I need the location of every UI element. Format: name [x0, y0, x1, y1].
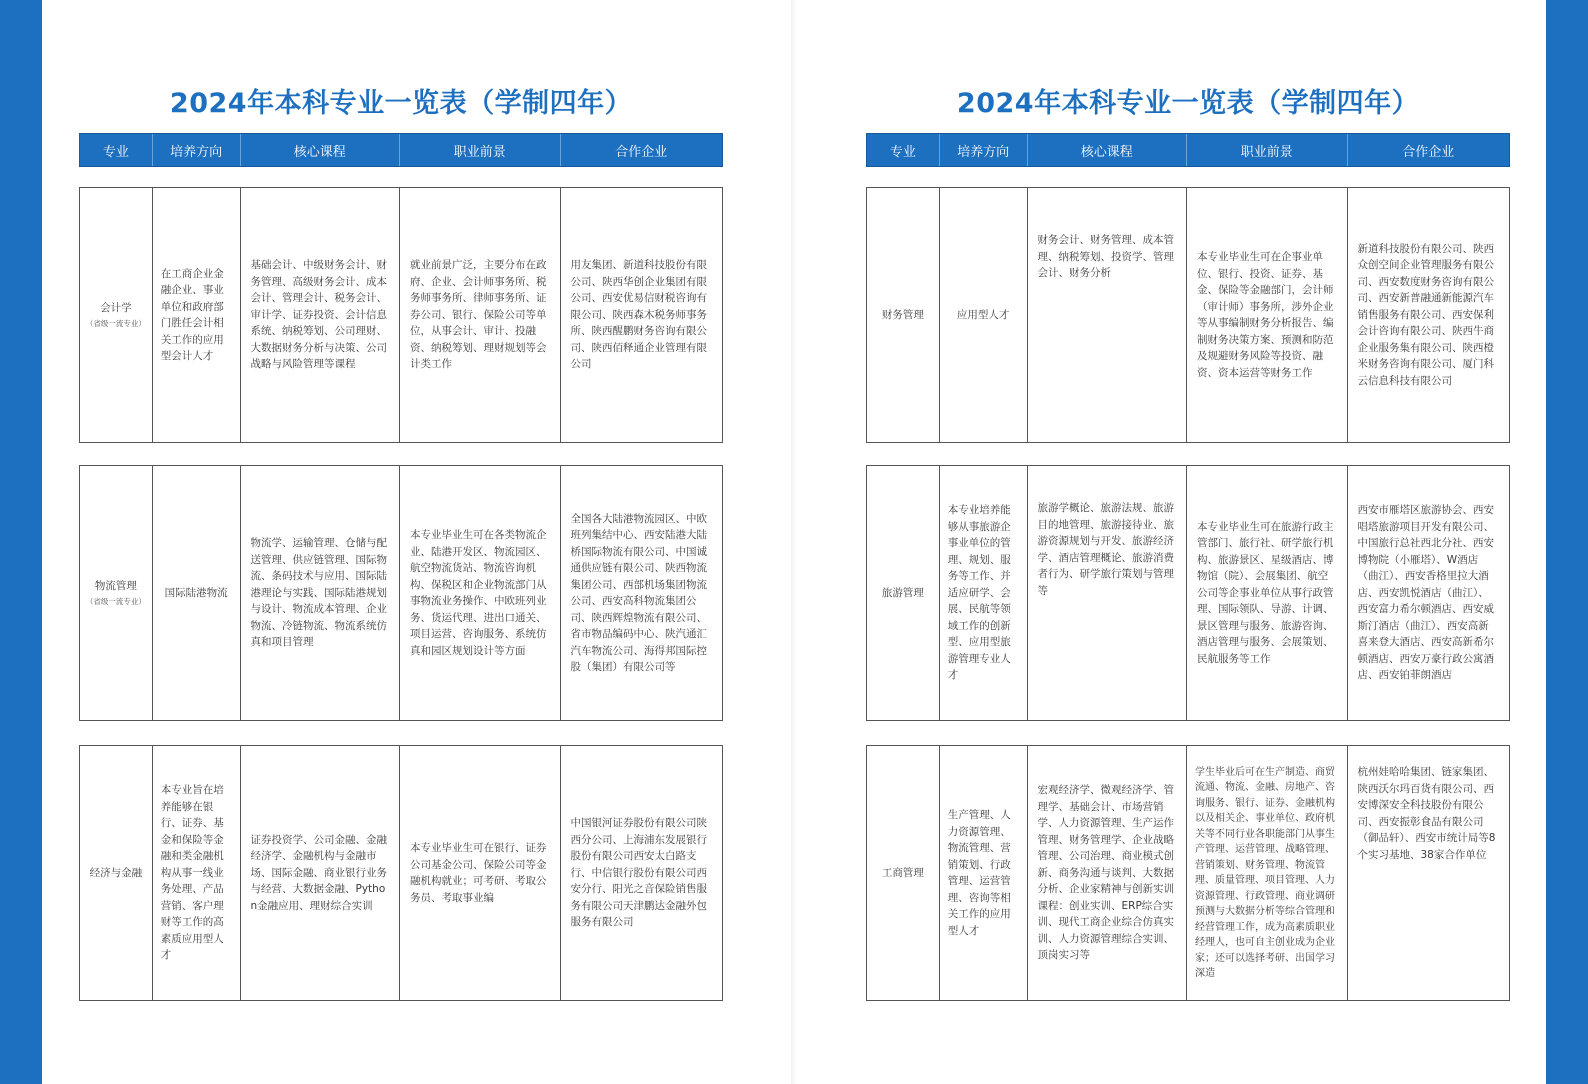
courses-cell: [1028, 466, 1188, 720]
prospects-text: 本专业毕业生可在旅游行政主管部门、旅行社、研学旅行机构、旅游景区、星级酒店、博物馆（院）、会展集团、航空公司等企事业单位从事行政管理、国际领队、导游、计调、景区管理与服务、旅游咨询、酒店管理与服务、会展策划、民航服务等工作: [1197, 520, 1334, 665]
table-row: [79, 745, 723, 1001]
courses-cell: [1028, 746, 1188, 1000]
direction-cell: [940, 466, 1028, 720]
courses-cell: [241, 188, 401, 442]
prospects-cell: [1187, 466, 1348, 720]
direction-cell: [940, 188, 1028, 442]
left-edge-bar: [0, 0, 42, 1084]
major-cell: [867, 466, 940, 720]
courses-text: 基础会计、中级财务会计、财务管理、高级财务会计、成本会计、管理会计、税务会计、审计学、证券投资、会计信息系统、纳税筹划、公司理财、大数据财务分析与决策、公司战略与风险管理等课程: [250, 259, 387, 371]
page-title: 2024年本科专业一览表（学制四年）: [169, 88, 633, 119]
prospects-text: 本专业毕业生可在各类物流企业、陆港开发区、物流园区、航空物流货站、物流咨询机构、保税区和企业物流部门从事物流业务操作、中欧班列业务、货运代理、进出口通关、项目运营、咨询服务、系统仿真和园区规划设计等方面: [410, 529, 547, 657]
header-partners: 合作企业: [1402, 144, 1455, 160]
partners-text: 全国各大陆港物流园区、中欧班列集结中心、西安陆港大陆桥国际物流有限公司、中国诚通供应链有限公司、陕西物流集团公司、西部机场集团物流公司、西安高科物流集团公司、陕西辉煌物流有限公司、省市物品编码中心、陕汽通汇汽车物流公司、海得邦国际控股（集团）有限公司等: [570, 512, 707, 673]
courses-text: 证券投资学、公司金融、金融经济学、金融机构与金融市场、国际金融、商业银行业务与经营、大数据金融、Python金融应用、理财综合实训: [250, 833, 387, 912]
major-tag: （省级一流专业）: [85, 597, 146, 607]
table-row: [866, 465, 1510, 721]
courses-cell: [1028, 188, 1188, 442]
partners-cell: [561, 466, 723, 720]
courses-text: 财务会计、财务管理、成本管理、纳税筹划、投资学、管理会计、财务分析: [1037, 234, 1174, 279]
header-prospects: 职业前景: [1187, 134, 1348, 166]
courses-text: 宏观经济学、微观经济学、管理学、基础会计、市场营销学、人力资源管理、生产运作管理、财务管理学、企业战略管理、公司治理、商业模式创新、商务沟通与谈判、大数据分析、企业家精神与创新实训课程：创业实训、ERP综合实训、现代工商企业综合仿真实训、人力资源管理综合实训、顶岗实习等: [1037, 784, 1175, 962]
partners-cell: [561, 188, 723, 442]
table-row: [866, 187, 1510, 443]
major-name: 会计学: [100, 301, 132, 314]
partners-text: 杭州娃哈哈集团、链家集团、陕西沃尔玛百货有限公司、西安博深安全科技股份有限公司、西安振彰食品有限公司（御品轩）、西安市统计局等8个实习基地、38家合作单位: [1357, 766, 1496, 861]
direction-text: 国际陆港物流: [164, 586, 228, 599]
header-courses: 核心课程: [241, 134, 401, 166]
partners-text: 西安市雁塔区旅游协会、西安唱塔旅游项目开发有限公司、中国旅行总社西北分社、西安博物院（小雁塔）、W酒店（曲江）、西安香格里拉大酒店、西安凯悦酒店（曲江）、西安富力希尔顿酒店、西安威斯汀酒店（曲江）、西安高新喜来登大酒店、西安高新希尔顿酒店、西安万豪行政公寓酒店、西安铂菲朗酒店: [1357, 504, 1494, 682]
major-name: 经济与金融: [89, 866, 143, 879]
header-courses: 核心课程: [1028, 134, 1188, 166]
header-major: 专业: [80, 134, 153, 166]
major-name: 工商管理: [881, 866, 924, 879]
courses-text: 物流学、运输管理、仓储与配送管理、供应链管理、国际物流、条码技术与应用、国际陆港理论与实践、国际陆港规划与设计、物流成本管理、企业物流、冷链物流、物流系统仿真和项目管理: [250, 537, 387, 649]
partners-cell: [1348, 466, 1510, 720]
courses-cell: [241, 746, 401, 1000]
prospects-cell: [400, 466, 561, 720]
page-gutter: [791, 0, 797, 1084]
header-prospects: 职业前景: [400, 134, 561, 166]
partners-cell: [1348, 746, 1510, 1000]
major-name: 财务管理: [881, 308, 924, 321]
table-header: [79, 133, 723, 167]
major-cell: [80, 746, 153, 1000]
direction-text: 生产管理、人力资源管理、物流管理、营销策划、行政管理、运营管理、咨询等相关工作的应用型人才: [947, 809, 1011, 937]
major-cell: [867, 746, 940, 1000]
prospects-cell: [1187, 746, 1347, 1000]
partners-text: 新道科技股份有限公司、陕西众创空间企业管理服务有限公司、西安数度财务咨询有限公司、西安新普融通新能源汽车销售服务有限公司、西安保利会计咨询有限公司、陕西牛商企业服务集有限公司、陕西橙米财务咨询有限公司、厦门科云信息科技有限公司: [1357, 242, 1494, 387]
direction-text: 本专业培养能够从事旅游企事业单位的管理、规划、服务等工作、并适应研学、会展、民航等领域工作的创新型、应用型旅游管理专业人才: [947, 504, 1011, 682]
partners-cell: [1348, 188, 1510, 442]
prospects-text: 本专业毕业生可在企事业单位、银行、投资、证券、基金、保险等金融部门，会计师（审计师）事务所，涉外企业等从事编制财务分析报告、编制财务决策方案、预测和防范及规避财务风险等投资、融资、资本运营等财务工作: [1197, 251, 1334, 379]
major-tag: （省级一流专业）: [85, 319, 146, 329]
partners-text: 用友集团、新道科技股份有限公司、陕西华创企业集团有限公司、西安优易信财税咨询有限公司、陕西森木税务师事务所、陕西醒鹏财务咨询有限公司、陕西佰释通企业管理有限公司: [570, 259, 707, 371]
table-row: [79, 465, 723, 721]
major-cell: [867, 188, 940, 442]
direction-cell: [153, 466, 241, 720]
direction-text: 本专业旨在培养能够在银行、证券、基金和保险等金融和类金融机构从事一线业务处理、产品营销、客户理财等工作的高素质应用型人才: [160, 784, 224, 962]
courses-cell: [241, 466, 401, 720]
courses-text: 旅游学概论、旅游法规、旅游目的地管理、旅游接待业、旅游资源规划与开发、旅游经济学、酒店管理概论、旅游消费者行为、研学旅行策划与管理等: [1037, 502, 1174, 597]
prospects-cell: [1187, 188, 1348, 442]
table-row: [866, 745, 1510, 1001]
major-cell: [80, 466, 153, 720]
direction-cell: [153, 188, 241, 442]
header-direction: 培养方向: [940, 134, 1028, 166]
direction-text: 在工商企业金融企业、事业单位和政府部门胜任会计相关工作的应用型会计人才: [160, 267, 224, 362]
major-name: 旅游管理: [881, 586, 924, 599]
direction-cell: [153, 746, 241, 1000]
major-name: 物流管理: [94, 579, 137, 592]
direction-text: 应用型人才: [956, 308, 1010, 321]
direction-cell: [940, 746, 1028, 1000]
prospects-text: 本专业毕业生可在银行、证券公司基金公司、保险公司等金融机构就业；可考研、考取公务员、考取事业编: [410, 842, 547, 904]
page-title: 2024年本科专业一览表（学制四年）: [956, 88, 1420, 119]
prospects-cell: [400, 746, 561, 1000]
partners-text: 中国银河证券股份有限公司陕西分公司、上海浦东发展银行股份有限公司西安太白路支行、中信银行股份有限公司西安分行、阳光之音保险销售服务有限公司天津鹏达金融外包服务有限公司: [570, 817, 707, 929]
prospects-text: 学生毕业后可在生产制造、商贸流通、物流、金融、房地产、咨询服务、银行、证券、金融机构以及相关企、事业单位、政府机关等不同行业各职能部门从事生产管理、运营管理、战略管理、营销策划、财务管理、物流管理、质量管理、项目管理、人力资源管理、行政管理、商业调研预测与大数据分析等综合管理和经营管理工作，成为高素质职业经理人，也可自主创业成为企业家；还可以选择考研、出国学习深造: [1195, 766, 1336, 979]
table-header: [866, 133, 1510, 167]
prospects-cell: [400, 188, 561, 442]
major-cell: [80, 188, 153, 442]
prospects-text: 就业前景广泛，主要分布在政府、企业、会计师事务所、税务师事务所、律师事务所、证券公司、银行、保险公司等单位，从事会计、审计、投融资、纳税筹划、理财规划等会计类工作: [410, 259, 547, 371]
table-row: [79, 187, 723, 443]
header-partners: 合作企业: [615, 144, 668, 160]
right-edge-bar: [1546, 0, 1588, 1084]
partners-cell: [561, 746, 723, 1000]
header-direction: 培养方向: [153, 134, 241, 166]
header-major: 专业: [867, 134, 940, 166]
